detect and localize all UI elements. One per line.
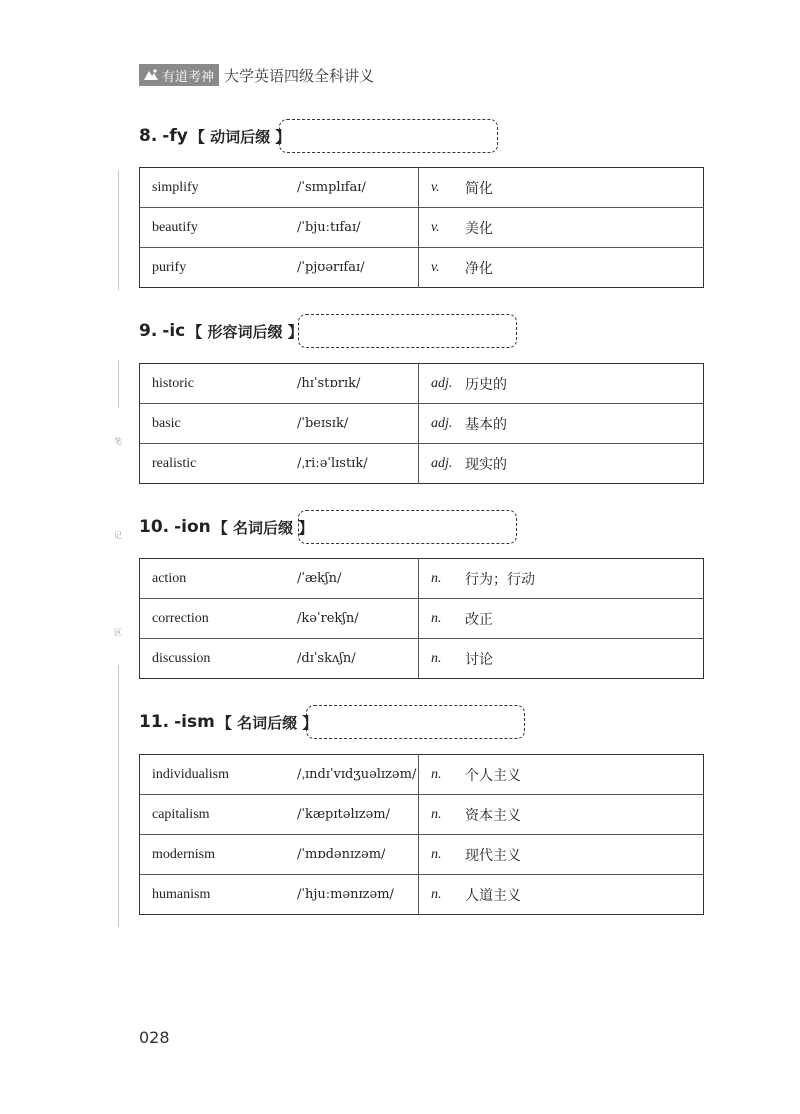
pos-cell: adj. (419, 444, 466, 484)
pos-cell: v. (419, 168, 466, 208)
page-header (139, 64, 374, 86)
margin-note-char: 记 (114, 531, 122, 540)
meaning-cell: 美化 (465, 208, 704, 248)
ipa-cell: /ˈkæpɪtəlɪzəm/ (297, 795, 419, 835)
word-cell: simplify (152, 179, 199, 195)
meaning-cell: 现实的 (465, 444, 704, 484)
section-suffix: -fy (162, 126, 188, 146)
pos-cell: n. (419, 835, 466, 875)
ipa-cell: /ˌɪndɪˈvɪdʒuəlɪzəm/ (297, 767, 417, 782)
answer-blank-box[interactable] (298, 314, 517, 348)
ipa-cell: /ˈbjuːtɪfaɪ/ (297, 208, 419, 248)
section-suffix: -ism (174, 712, 215, 732)
meaning-cell: 讨论 (465, 639, 704, 679)
pos-cell: adj. (419, 404, 466, 444)
ipa-cell: /ˈækʃn/ (297, 571, 342, 586)
pos-cell: n. (419, 755, 466, 795)
section-suffix: -ion (174, 517, 211, 537)
pos-cell: v. (419, 248, 466, 288)
section-number: 8. (139, 126, 158, 146)
meaning-cell: 资本主义 (465, 795, 704, 835)
ipa-cell: /kəˈrekʃn/ (297, 599, 419, 639)
section-label: 【 名词后缀 】 (216, 713, 318, 732)
ipa-cell: /ˈhjuːmənɪzəm/ (297, 875, 419, 915)
ipa-cell: /ˈmɒdənɪzəm/ (297, 835, 419, 875)
table-row (140, 168, 704, 208)
pos-cell: n. (419, 795, 466, 835)
margin-divider (118, 360, 119, 408)
table-row (140, 559, 704, 599)
word-cell: discussion (140, 639, 298, 679)
pos-cell: adj. (419, 364, 466, 404)
meaning-cell: 历史的 (465, 376, 507, 393)
section-label: 【 动词后缀 】 (189, 127, 291, 146)
table-row (140, 835, 704, 875)
brand-logo-icon (143, 68, 159, 82)
pos-cell: n. (419, 639, 466, 679)
answer-blank-box[interactable] (306, 705, 525, 739)
ipa-cell: /ˌriːəˈlɪstɪk/ (297, 444, 419, 484)
page-number: 028 (139, 1028, 170, 1047)
word-cell: modernism (140, 835, 298, 875)
table-row (140, 364, 704, 404)
answer-blank-box[interactable] (279, 119, 498, 153)
section-label: 【 名词后缀 】 (212, 518, 314, 537)
book-title: 大学英语四级全科讲义 (224, 66, 375, 85)
ipa-cell: /ˈbeɪsɪk/ (297, 404, 419, 444)
section-title (139, 711, 317, 733)
section-suffix: -ic (162, 321, 186, 341)
word-cell: action (152, 570, 187, 586)
brand-name: 有道考神 (162, 69, 215, 85)
vocab-table (139, 754, 704, 915)
vocab-table (139, 363, 704, 484)
section-title (139, 125, 290, 147)
table-row (140, 599, 704, 639)
ipa-cell: /hɪˈstɒrɪk/ (297, 376, 361, 391)
word-cell: basic (140, 404, 298, 444)
table-row (140, 755, 704, 795)
meaning-cell: 现代主义 (465, 835, 704, 875)
section-title (139, 320, 303, 342)
word-cell: individualism (152, 766, 229, 782)
margin-note-char: 笔 (114, 437, 122, 446)
word-cell: historic (152, 375, 194, 391)
word-cell: correction (140, 599, 298, 639)
answer-blank-box[interactable] (298, 510, 517, 544)
table-row (140, 404, 704, 444)
section-number: 10. (139, 517, 170, 537)
word-cell: purify (140, 248, 298, 288)
section-label: 【 形容词后缀 】 (187, 322, 303, 341)
ipa-cell: /ˈsɪmplɪfaɪ/ (297, 180, 366, 195)
meaning-cell: 简化 (465, 180, 493, 197)
table-row (140, 248, 704, 288)
pos-cell: n. (419, 875, 466, 915)
meaning-cell: 行为；行动 (465, 571, 535, 588)
table-row (140, 208, 704, 248)
vocab-table (139, 167, 704, 288)
section-title (139, 516, 313, 538)
meaning-cell: 个人主义 (465, 767, 521, 784)
ipa-cell: /ˈpjʊərɪfaɪ/ (297, 248, 419, 288)
word-cell: capitalism (140, 795, 298, 835)
table-row (140, 875, 704, 915)
margin-note-char: 区 (114, 628, 122, 637)
margin-divider (118, 665, 119, 927)
table-row (140, 795, 704, 835)
section-number: 11. (139, 712, 170, 732)
section-number: 9. (139, 321, 158, 341)
table-row (140, 444, 704, 484)
pos-cell: n. (419, 599, 466, 639)
brand-badge (139, 64, 219, 86)
meaning-cell: 人道主义 (465, 875, 704, 915)
meaning-cell: 基本的 (465, 404, 704, 444)
ipa-cell: /dɪˈskʌʃn/ (297, 639, 419, 679)
word-cell: beautify (140, 208, 298, 248)
table-row (140, 639, 704, 679)
pos-cell: v. (419, 208, 466, 248)
vocab-table (139, 558, 704, 679)
pos-cell: n. (419, 559, 466, 599)
meaning-cell: 改正 (465, 599, 704, 639)
meaning-cell: 净化 (465, 248, 704, 288)
margin-divider (118, 170, 119, 290)
word-cell: humanism (140, 875, 298, 915)
word-cell: realistic (140, 444, 298, 484)
